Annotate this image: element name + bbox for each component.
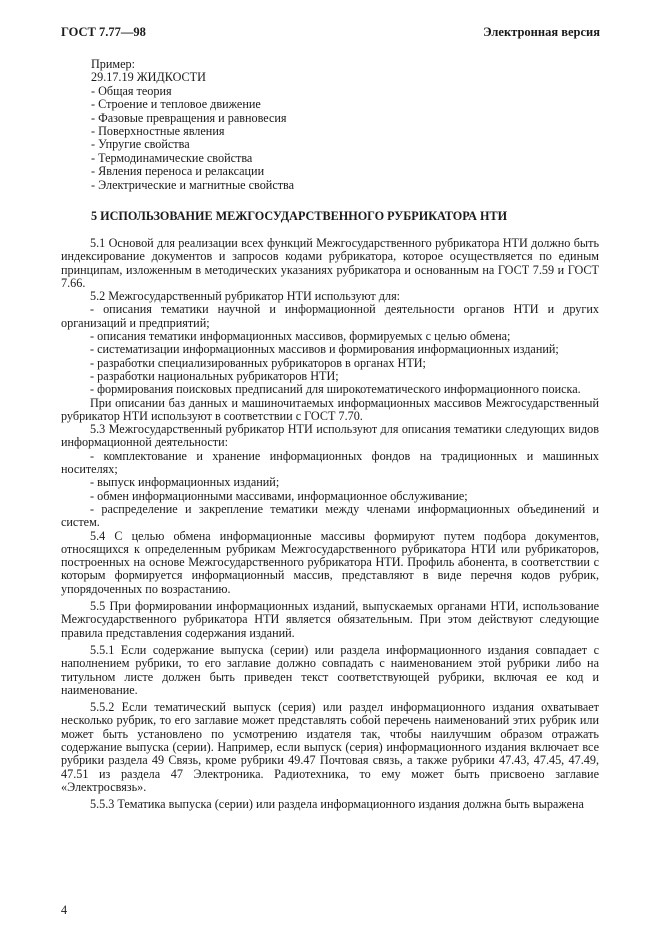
version-label: Электронная версия xyxy=(483,25,600,39)
paragraph: 5.1 Основой для реализации всех функций Межгосударственного рубрикатора НТИ должно быть индексирование документов и запросов кодами рубрикатора, которое осуществляется по единым принципам, изложенным в методических указаниях рубрикатора и основанным на ГОСТ 7.59 и ГОСТ 7.66. xyxy=(61,236,599,290)
paragraph: 5.4 С целью обмена информационные массивы формируют путем подбора документов, относящихся к определенным рубрикам Межгосударственного рубрикатора НТИ или рубрикаторов, построенных на основе Межгосударственного рубрикатора НТИ. Профиль абонента, в соответствии с которым формируется информационный массив, представляют в виде перечня кодов рубрик, упорядоченных по возрастанию. xyxy=(61,528,599,596)
list-item: - описания тематики информационных массивов, формируемых с целью обмена; xyxy=(90,329,511,344)
body-text xyxy=(61,237,599,811)
paragraph: 5.5 При формировании информационных изданий, выпускаемых органами НТИ, использование Межгосударственного рубрикатора НТИ является обязательным. При этом действуют следующие правила представления содержания изданий. xyxy=(61,599,599,640)
paragraph: При описании баз данных и машиночитаемых информационных массивов Межгосударственный рубрикатор НТИ используют в соответствии с ГОСТ 7.70. xyxy=(61,395,599,423)
list-item: - комплектование и хранение информационных фондов на традиционных и машинных носителях; xyxy=(61,448,599,477)
list-item: - Поверхностные явления xyxy=(91,124,225,139)
paragraph: 5.2 Межгосударственный рубрикатор НТИ используют для: xyxy=(90,289,401,304)
list-item: - обмен информационными массивами, информационное обслуживание; xyxy=(90,488,468,503)
example-label: Пример: xyxy=(91,57,136,71)
list-item: - систематизации информационных массивов и формирования информационных изданий; xyxy=(90,342,559,357)
paragraph: 5.5.2 Если тематический выпуск (серия) или раздел информационного издания охватывает несколько рубрик, то его заглавие может представлять собой перечень наименований этих рубрик или может быть установлено по усмотрению издателя так, чтобы наилучшим образом отражать содержание выпуска (серии). Например, если выпуск (серия) информационного издания включает все рубрики раздела 49 Связь, кроме рубрики 49.47 Почтовая связь, а также рубрики 47.43, 47.45, 47.49, 47.51 из раздела 47 Электроника. Радиотехника, то ему может быть присвоено заглавие «Электросвязь». xyxy=(61,700,599,794)
paragraph: 5.5.3 Тематика выпуска (серии) или раздела информационного издания должна быть выражена xyxy=(90,797,584,812)
page-number: 4 xyxy=(61,903,68,917)
list-item: - Упругие свойства xyxy=(91,137,190,152)
paragraph: 5.5.1 Если содержание выпуска (серии) или раздела информационного издания совпадает с наполнением рубрики, то его заглавие должно совпадать с наименованием этой рубрики либо на титульном листе должен быть приведен текст соответствующей рубрики, включая ее код и наименование. xyxy=(61,642,599,697)
list-item: - Электрические и магнитные свойства xyxy=(91,177,295,192)
section-title: 5 ИСПОЛЬЗОВАНИЕ МЕЖГОСУДАРСТВЕННОГО РУБРИКАТОРА НТИ xyxy=(91,209,508,223)
list-item: - распределение и закрепление тематики между членами информационных объединений и систем. xyxy=(61,501,599,530)
list-item: - описания тематики научной и информационной деятельности органов НТИ и других организаций и предприятий; xyxy=(61,302,599,330)
list-item: - Общая теория xyxy=(91,83,172,98)
list-item: - формирования поисковых предписаний для широкотематического информационного поиска. xyxy=(90,382,581,397)
list-item: - Явления переноса и релаксации xyxy=(91,164,265,179)
example-block xyxy=(91,58,294,192)
list-item: - разработки национальных рубрикаторов НТИ; xyxy=(90,368,339,383)
example-heading: 29.17.19 ЖИДКОСТИ xyxy=(91,70,206,85)
document-code: ГОСТ 7.77—98 xyxy=(61,25,146,39)
list-item: - Термодинамические свойства xyxy=(91,150,253,165)
list-item: - разработки специализированных рубрикаторов в органах НТИ; xyxy=(90,355,426,370)
list-item: - Строение и тепловое движение xyxy=(91,97,261,112)
paragraph: 5.3 Межгосударственный рубрикатор НТИ используют для описания тематики следующих видов информационной деятельности: xyxy=(61,422,599,450)
list-item: - Фазовые превращения и равновесия xyxy=(91,110,287,125)
list-item: - выпуск информационных изданий; xyxy=(90,475,280,490)
